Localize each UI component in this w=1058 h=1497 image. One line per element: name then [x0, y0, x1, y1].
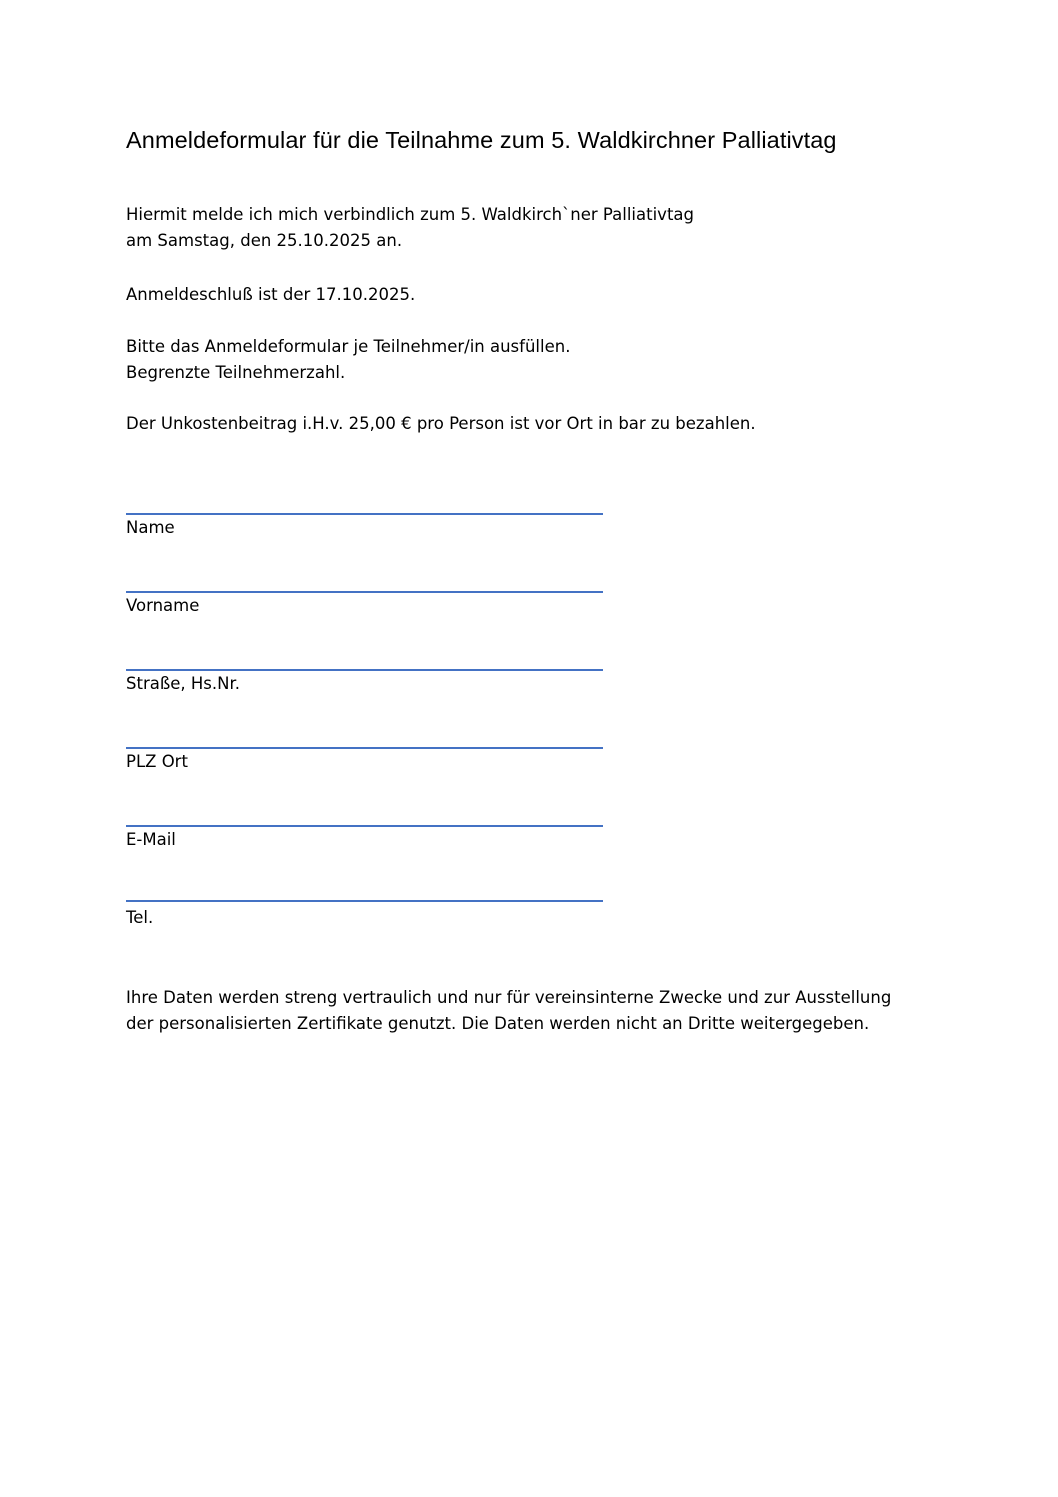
fee-paragraph	[126, 411, 756, 437]
strasse-input-line[interactable]	[126, 669, 603, 671]
privacy-line-2: der personalisierten Zertifikate genutzt. Die Daten werden nicht an Dritte weitergegeben.	[126, 1014, 870, 1033]
plz-ort-input-line[interactable]	[126, 747, 603, 749]
name-input-line[interactable]	[126, 513, 603, 515]
intro-paragraph	[126, 202, 694, 254]
tel-input-line[interactable]	[126, 900, 603, 902]
email-field-label: E-Mail	[126, 830, 176, 849]
instruction-line-2: Begrenzte Teilnehmerzahl.	[126, 363, 346, 382]
email-input-line[interactable]	[126, 825, 603, 827]
name-field-label: Name	[126, 518, 175, 537]
plz-ort-field-label: PLZ Ort	[126, 752, 188, 771]
intro-line-2: am Samstag, den 25.10.2025 an.	[126, 231, 403, 250]
strasse-field-label: Straße, Hs.Nr.	[126, 674, 240, 693]
instruction-paragraph	[126, 334, 570, 386]
instruction-line-1: Bitte das Anmeldeformular je Teilnehmer/in ausfüllen.	[126, 337, 571, 356]
fee-text: Der Unkostenbeitrag i.H.v. 25,00 € pro Person ist vor Ort in bar zu bezahlen.	[126, 414, 756, 433]
deadline-text: Anmeldeschluß ist der 17.10.2025.	[126, 285, 416, 304]
intro-line-1: Hiermit melde ich mich verbindlich zum 5. Waldkirch`ner Palliativtag	[126, 205, 694, 224]
document-title: Anmeldeformular für die Teilnahme zum 5. Waldkirchner Palliativtag	[126, 127, 837, 153]
tel-field-label: Tel.	[126, 908, 154, 927]
privacy-paragraph	[126, 985, 891, 1037]
vorname-field-label: Vorname	[126, 596, 200, 615]
vorname-input-line[interactable]	[126, 591, 603, 593]
privacy-line-1: Ihre Daten werden streng vertraulich und nur für vereinsinterne Zwecke und zur Ausstellung	[126, 988, 892, 1007]
deadline-paragraph	[126, 282, 415, 308]
